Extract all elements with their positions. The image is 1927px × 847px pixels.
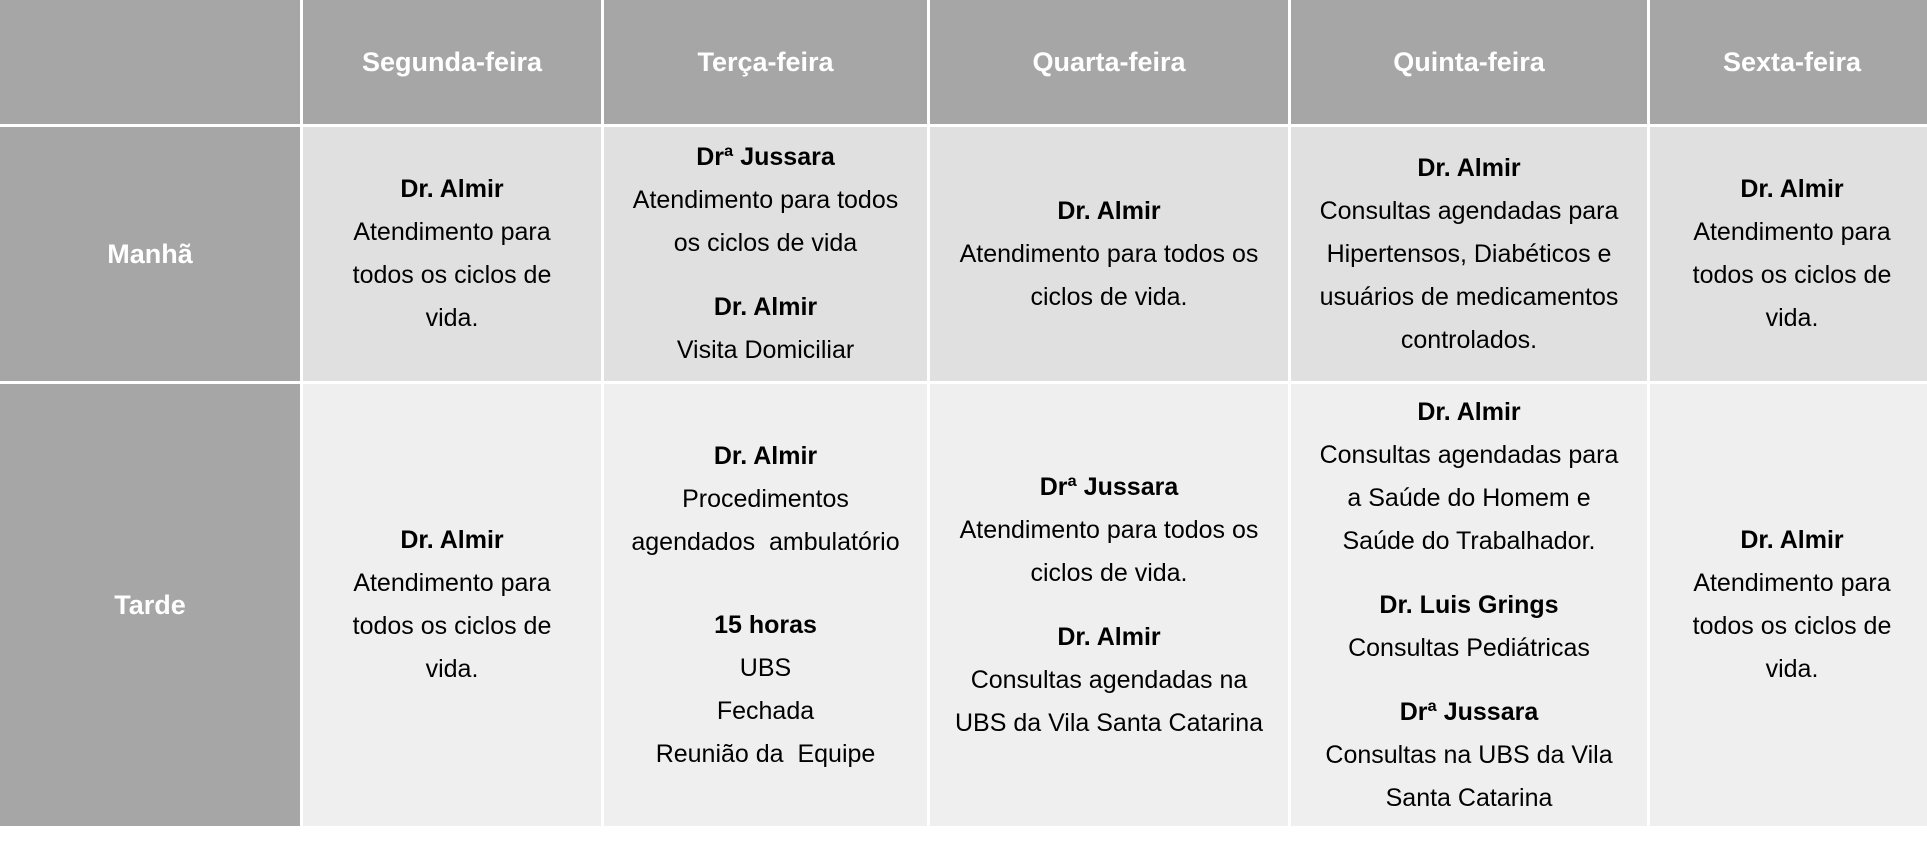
cell-text-line: Consultas agendadas para xyxy=(1319,440,1619,469)
cell-text-line: UBS da Vila Santa Catarina xyxy=(954,708,1264,737)
cell-text-line: UBS xyxy=(739,653,792,682)
row-label-manha: Manhã xyxy=(0,127,300,381)
cell-tarde-terca xyxy=(604,384,927,826)
cell-tarde-segunda xyxy=(303,384,601,826)
cell-text-line: Consultas agendadas na xyxy=(970,665,1248,694)
cell-manha-quinta xyxy=(1291,127,1647,381)
cell-tarde-quinta xyxy=(1291,384,1647,826)
doctor-name: Dr. Almir xyxy=(1417,397,1521,426)
cell-text-line: Atendimento para todos os xyxy=(959,515,1259,544)
header-sexta: Sexta-feira xyxy=(1650,0,1927,124)
doctor-name: Dr. Luis Grings xyxy=(1379,590,1559,619)
cell-manha-quarta xyxy=(930,127,1288,381)
doctor-name: Dr. Almir xyxy=(1057,196,1161,225)
cell-text-line: todos os ciclos de xyxy=(352,612,552,640)
cell-manha-terca xyxy=(604,127,927,381)
cell-text-line: vida. xyxy=(425,304,479,332)
cell-text-line: Procedimentos xyxy=(682,484,849,513)
cell-text-line: ciclos de vida. xyxy=(1030,282,1188,311)
cell-manha-sexta xyxy=(1650,127,1927,381)
cell-text-line: usuários de medicamentos xyxy=(1319,282,1619,311)
doctor-name: Drª Jussara xyxy=(696,143,835,171)
cell-text-line: os ciclos de vida xyxy=(673,229,858,257)
doctor-name: Dr. Almir xyxy=(400,526,504,554)
cell-text-line: todos os ciclos de xyxy=(352,261,552,289)
cell-manha-segunda xyxy=(303,127,601,381)
cell-text-line: ciclos de vida. xyxy=(1030,558,1188,587)
header-quarta: Quarta-feira xyxy=(930,0,1288,124)
header-terca: Terça-feira xyxy=(604,0,927,124)
doctor-name: Dr. Almir xyxy=(1057,622,1161,651)
doctor-name: Dr. Almir xyxy=(1740,526,1844,554)
cell-text-line: Consultas agendadas para xyxy=(1319,196,1619,225)
time-label: 15 horas xyxy=(714,610,817,639)
cell-text-line: vida. xyxy=(1765,655,1819,683)
cell-text-line: todos os ciclos de xyxy=(1692,612,1892,640)
cell-text-line: Atendimento para xyxy=(353,569,551,597)
cell-tarde-quarta xyxy=(930,384,1288,826)
header-quinta: Quinta-feira xyxy=(1291,0,1647,124)
cell-text-line: vida. xyxy=(425,655,479,683)
doctor-name: Drª Jussara xyxy=(1399,697,1539,726)
cell-text-line: Fechada xyxy=(716,696,815,725)
cell-text-line: a Saúde do Homem e xyxy=(1347,483,1591,512)
row-label-tarde: Tarde xyxy=(0,384,300,826)
cell-text-line: Hipertensos, Diabéticos e xyxy=(1326,239,1612,268)
header-segunda: Segunda-feira xyxy=(303,0,601,124)
cell-text-line: Consultas na UBS da Vila xyxy=(1325,740,1613,769)
doctor-name: Dr. Almir xyxy=(713,441,818,470)
doctor-name: Dr. Almir xyxy=(1417,153,1521,182)
doctor-name: Drª Jussara xyxy=(1039,472,1179,501)
cell-text-line: Saúde do Trabalhador. xyxy=(1342,526,1596,555)
cell-text-line: Atendimento para xyxy=(1693,218,1891,246)
cell-text-line: Atendimento para xyxy=(1693,569,1891,597)
cell-text-line: Visita Domiciliar xyxy=(676,336,855,364)
cell-tarde-sexta xyxy=(1650,384,1927,826)
cell-text-line: Atendimento para todos xyxy=(632,186,899,214)
cell-text-line: vida. xyxy=(1765,304,1819,332)
cell-text-line: Atendimento para todos os xyxy=(959,239,1259,268)
doctor-name: Dr. Almir xyxy=(713,293,818,321)
cell-text-line: Reunião da Equipe xyxy=(655,739,876,768)
cell-text-line: todos os ciclos de xyxy=(1692,261,1892,289)
doctor-name: Dr. Almir xyxy=(400,175,504,203)
cell-text-line: controlados. xyxy=(1400,325,1538,354)
header-corner-cell xyxy=(0,0,300,124)
cell-text-line: agendados ambulatório xyxy=(631,527,900,556)
doctor-name: Dr. Almir xyxy=(1740,175,1844,203)
cell-text-line: Santa Catarina xyxy=(1385,783,1553,812)
cell-text-line: Consultas Pediátricas xyxy=(1348,633,1590,662)
cell-text-line: Atendimento para xyxy=(353,218,551,246)
